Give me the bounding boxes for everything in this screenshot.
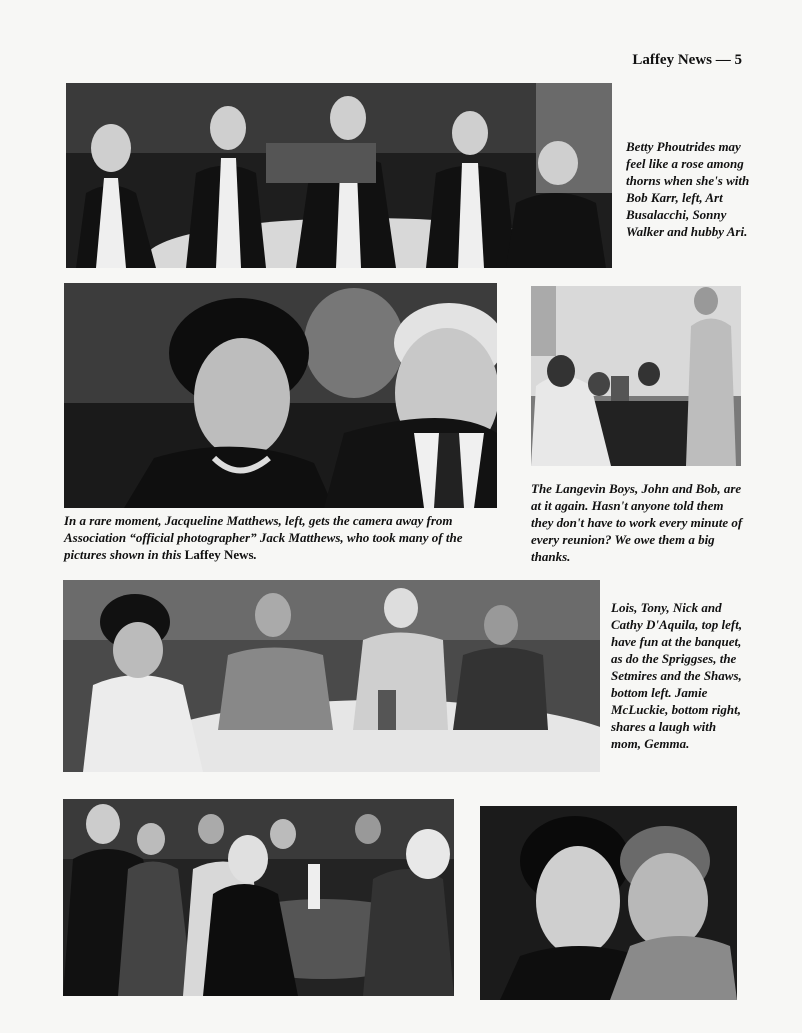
caption-rose-among-thorns: Betty Phoutrides may feel like a rose among thorns when she's with Bob Karr, left, Art Busalacchi, Sonny Walker and hubby Ari. <box>626 139 750 239</box>
photo-table-group-five <box>66 83 612 268</box>
caption-matthews-end: . <box>253 547 257 562</box>
running-head: Laffey News — 5 <box>632 52 742 68</box>
photo-langevin-boys <box>531 286 741 466</box>
photo-matthews-couple <box>64 283 497 508</box>
photo-banquet-group <box>63 799 454 996</box>
photo-daquila-table <box>63 580 600 772</box>
caption-langevin-boys: The Langevin Boys, John and Bob, are at it again. Hasn't anyone told them they don't have to work every minute of every reunion? We owe them a big thanks. <box>531 481 743 564</box>
photo-mcluckie-mother-daughter <box>480 806 737 1000</box>
caption-jacqueline-matthews <box>64 512 504 563</box>
caption-publication-name: Laffey News <box>184 547 254 562</box>
caption-daquila-family: Lois, Tony, Nick and Cathy D'Aquila, top left, have fun at the banquet, as do the Spriggses, the Setmires and the Shaws, bottom left. Jamie McLuckie, bottom right, shares a laugh with mom, Gemma. <box>611 600 743 751</box>
caption-matthews-text: In a rare moment, Jacqueline Matthews, left, gets the camera away from Association “official photographer” Jack Matthews, who took many of the pictures shown in this <box>64 513 463 562</box>
